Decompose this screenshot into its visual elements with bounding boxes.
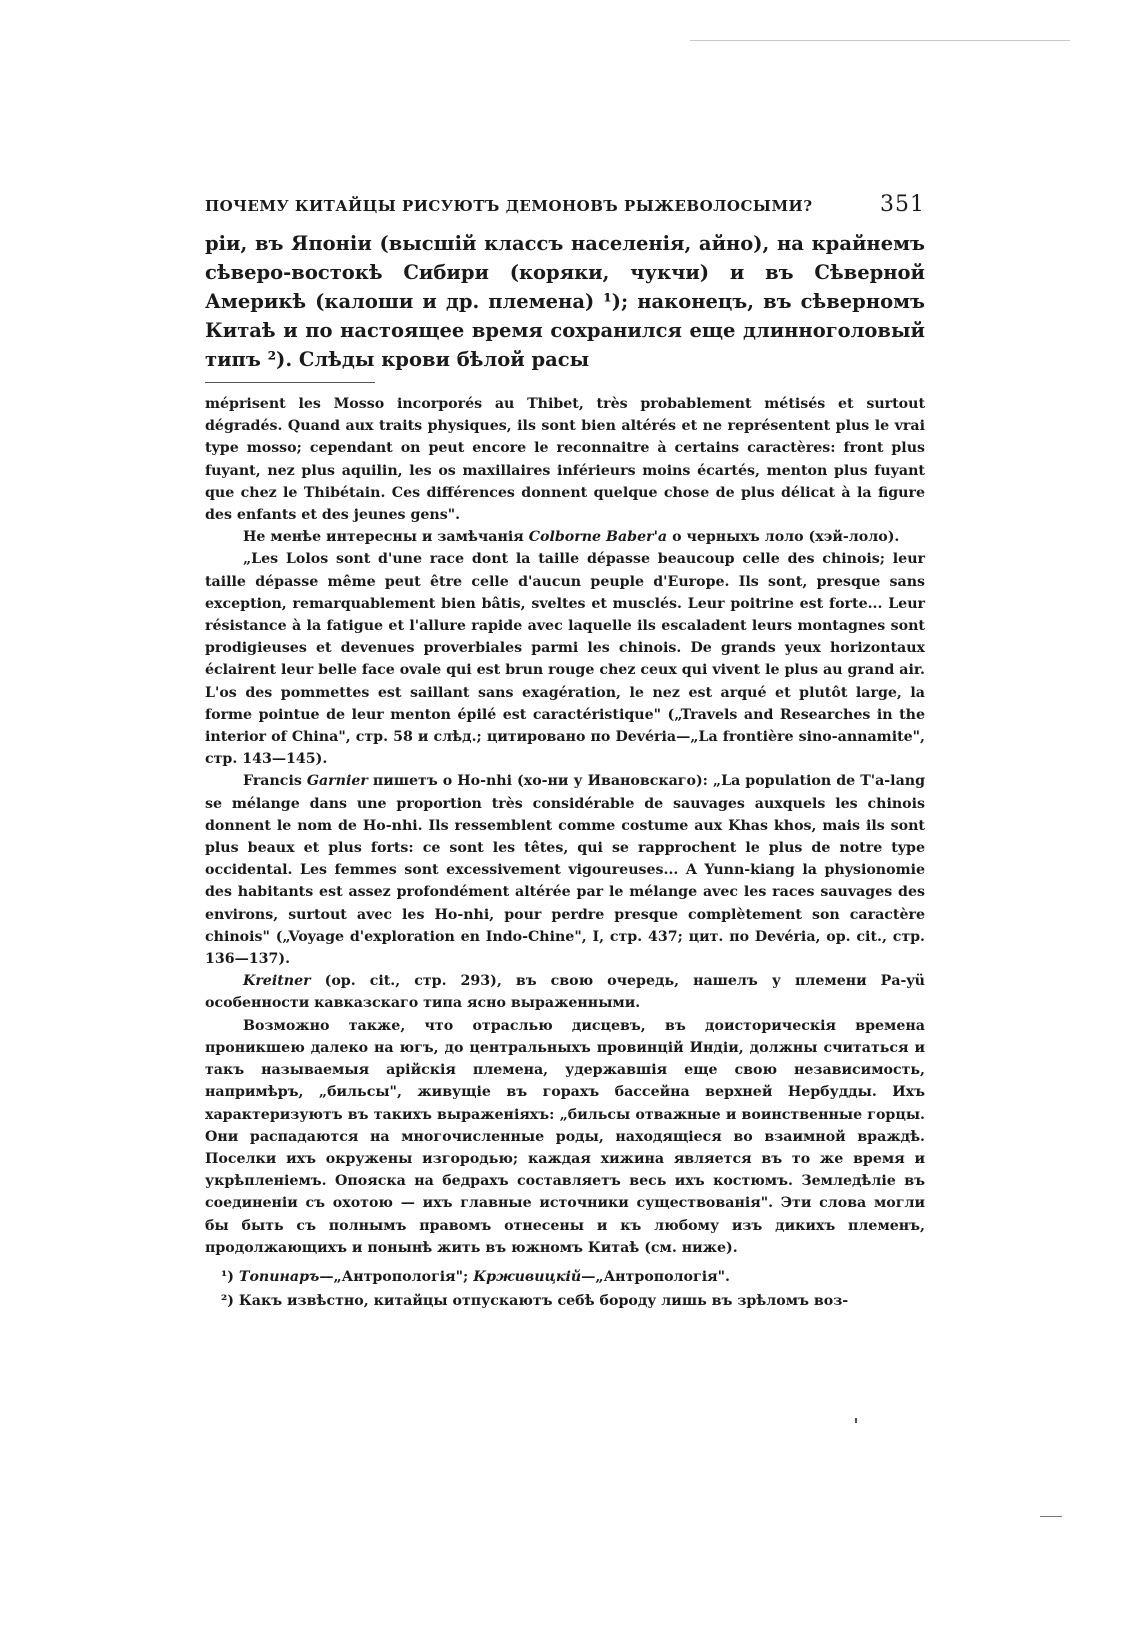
- footnote-mark: ¹): [221, 1268, 234, 1285]
- scan-speck: [855, 1418, 857, 1423]
- notes-block: [205, 393, 925, 1259]
- footnote-separator: [205, 382, 375, 383]
- note-text: о черныхъ лоло (хэй-лоло).: [667, 529, 900, 546]
- note-text: Francis: [243, 773, 307, 790]
- author-name: Colborne Baber'a: [528, 529, 668, 546]
- main-text: [205, 229, 925, 374]
- note-text: Не менѣе интересны и замѣчанiя: [243, 529, 529, 546]
- footnotes: [205, 1265, 925, 1313]
- footnote-text: —„Антропологiя";: [319, 1268, 474, 1285]
- note-paragraph-3: „Les Lolos sont d'une race dont la taille dépasse beaucoup celle des chinois; leur taille dépasse même peut être celle d'aucun peuple d'Europe. Ils sont, presque sans exception, remarquablement bien bâtis, sveltes et musclés. Leur poitrine est forte... Leur résistance à la fatigue et l'allure rapide avec laquelle ils escaladent leurs montagnes sont prodigieuses et devenues proverbiales parmi les chinois. De grands yeux horizontaux éclairent leur belle face ovale qui est brun rouge chez ceux qui vivent le plus au grand air. L'os des pommettes est saillant sans exagération, le nez est arqué et plutôt large, la forme pointue de leur menton épilé est caractéristique" („Travels and Researches in the interior of China", стр. 58 и слѣд.; цитировано по Devéria—„La frontière sino-annamite", стр. 143—145).: [205, 551, 925, 768]
- page-number: 351: [880, 192, 925, 217]
- scan-edge-rule: [690, 40, 1070, 41]
- author-name: Топинаръ: [238, 1268, 320, 1285]
- note-paragraph-1: méprisent les Mosso incorporés au Thibet, très probablement métisés et surtout dégradés. Quand aux traits physiques, ils sont bien altérés et ne représentent plus le vrai type mosso; cependant on peut encore le reconnaitre à certains caractères: front plus fuyant, nez plus aquilin, les os maxillaires inférieurs moins écartés, menton plus fuyant que chez le Thibétain. Ces différences donnent quelque chose de plus délicat à la figure des enfants et des jeunes gens".: [205, 396, 925, 524]
- main-paragraph: рiи, въ Японiи (высшiй классъ населенiя, айно), на крайнемъ сѣверо-востокѣ Сибири (коряки, чукчи) и въ Сѣверной Америкѣ (калоши и др. племена) ¹); наконецъ, въ сѣверномъ Китаѣ и по настоящее время сохранился еще длинноголовый типъ ²). Слѣды крови бѣлой расы: [205, 232, 925, 371]
- note-paragraph-2: [205, 526, 925, 548]
- footnote-text: —„Антропологiя".: [581, 1268, 730, 1285]
- note-text: (op. cit., стр. 293), въ свою очередь, нашелъ у племени Ра-yü особенности кавказскаго типа ясно выраженными.: [205, 973, 925, 1012]
- note-paragraph-5: [205, 970, 925, 1014]
- scan-edge-mark: [1040, 1516, 1062, 1517]
- note-paragraph-4: [205, 770, 925, 970]
- footnote-1: [205, 1265, 925, 1289]
- book-page: [205, 192, 925, 1313]
- footnote-2: ²) Какъ извѣстно, китайцы отпускаютъ себѣ бороду лишь въ зрѣломъ воз-: [221, 1292, 849, 1309]
- page-title: ПОЧЕМУ КИТАЙЦЫ РИСУЮТЪ ДЕМОНОВЪ РЫЖЕВОЛОСЫМИ?: [205, 197, 813, 215]
- author-name: Garnier: [306, 773, 368, 790]
- author-name: Kreitner: [243, 973, 311, 990]
- running-header: [205, 192, 925, 217]
- author-name: Крживицкiй: [473, 1268, 582, 1285]
- note-paragraph-6: Возможно также, что отраслью дисцевъ, въ доисторическiя времена проникшею далеко на югъ, до центральныхъ провинцiй Индiи, должны считаться и такъ называемыя арiйскiя племена, удержавшiя еще свою независимость, напримѣръ, „бильсы", живущiе въ горахъ бассейна верхней Нербудды. Ихъ характеризуютъ въ такихъ выраженiяхъ: „бильсы отважные и воинственные горцы. Они распадаются на многочисленные роды, находящiеся во взаимной враждѣ. Поселки ихъ окружены изгородью; каждая хижина является въ то же время и укрѣпленiемъ. Опояска на бедрахъ составляетъ весь ихъ костюмъ. Земледѣлiе въ соединенiи съ охотою — ихъ главные источники существованiя". Эти слова могли бы быть съ полнымъ правомъ отнесены и къ любому изъ дикихъ племенъ, продолжающихъ и понынѣ жить въ южномъ Китаѣ (см. ниже).: [205, 1017, 925, 1256]
- note-text: пишетъ о Ho-nhi (хо-ни у Ивановскаго): „La population de T'a-lang se mélange dans une proportion très considérable de sauvages auxquels les chinois donnent le nom de Ho-nhi. Ils ressemblent comme costume aux Khas khos, mais ils sont plus beaux et plus forts: ce sont les têtes, qui se rapprochent le plus de notre type occidental. Les femmes sont excessivement vigoureuses... A Yunn-kiang la physionomie des habitants est assez profondément altérée par le mélange avec les races sauvages des environs, surtout avec les Ho-nhi, pour perdre presque complètement son caractère chinois" („Voyage d'exploration en Indo-Chine", I, стр. 437; цит. по Devéria, op. cit., стр. 136—137).: [205, 773, 925, 968]
